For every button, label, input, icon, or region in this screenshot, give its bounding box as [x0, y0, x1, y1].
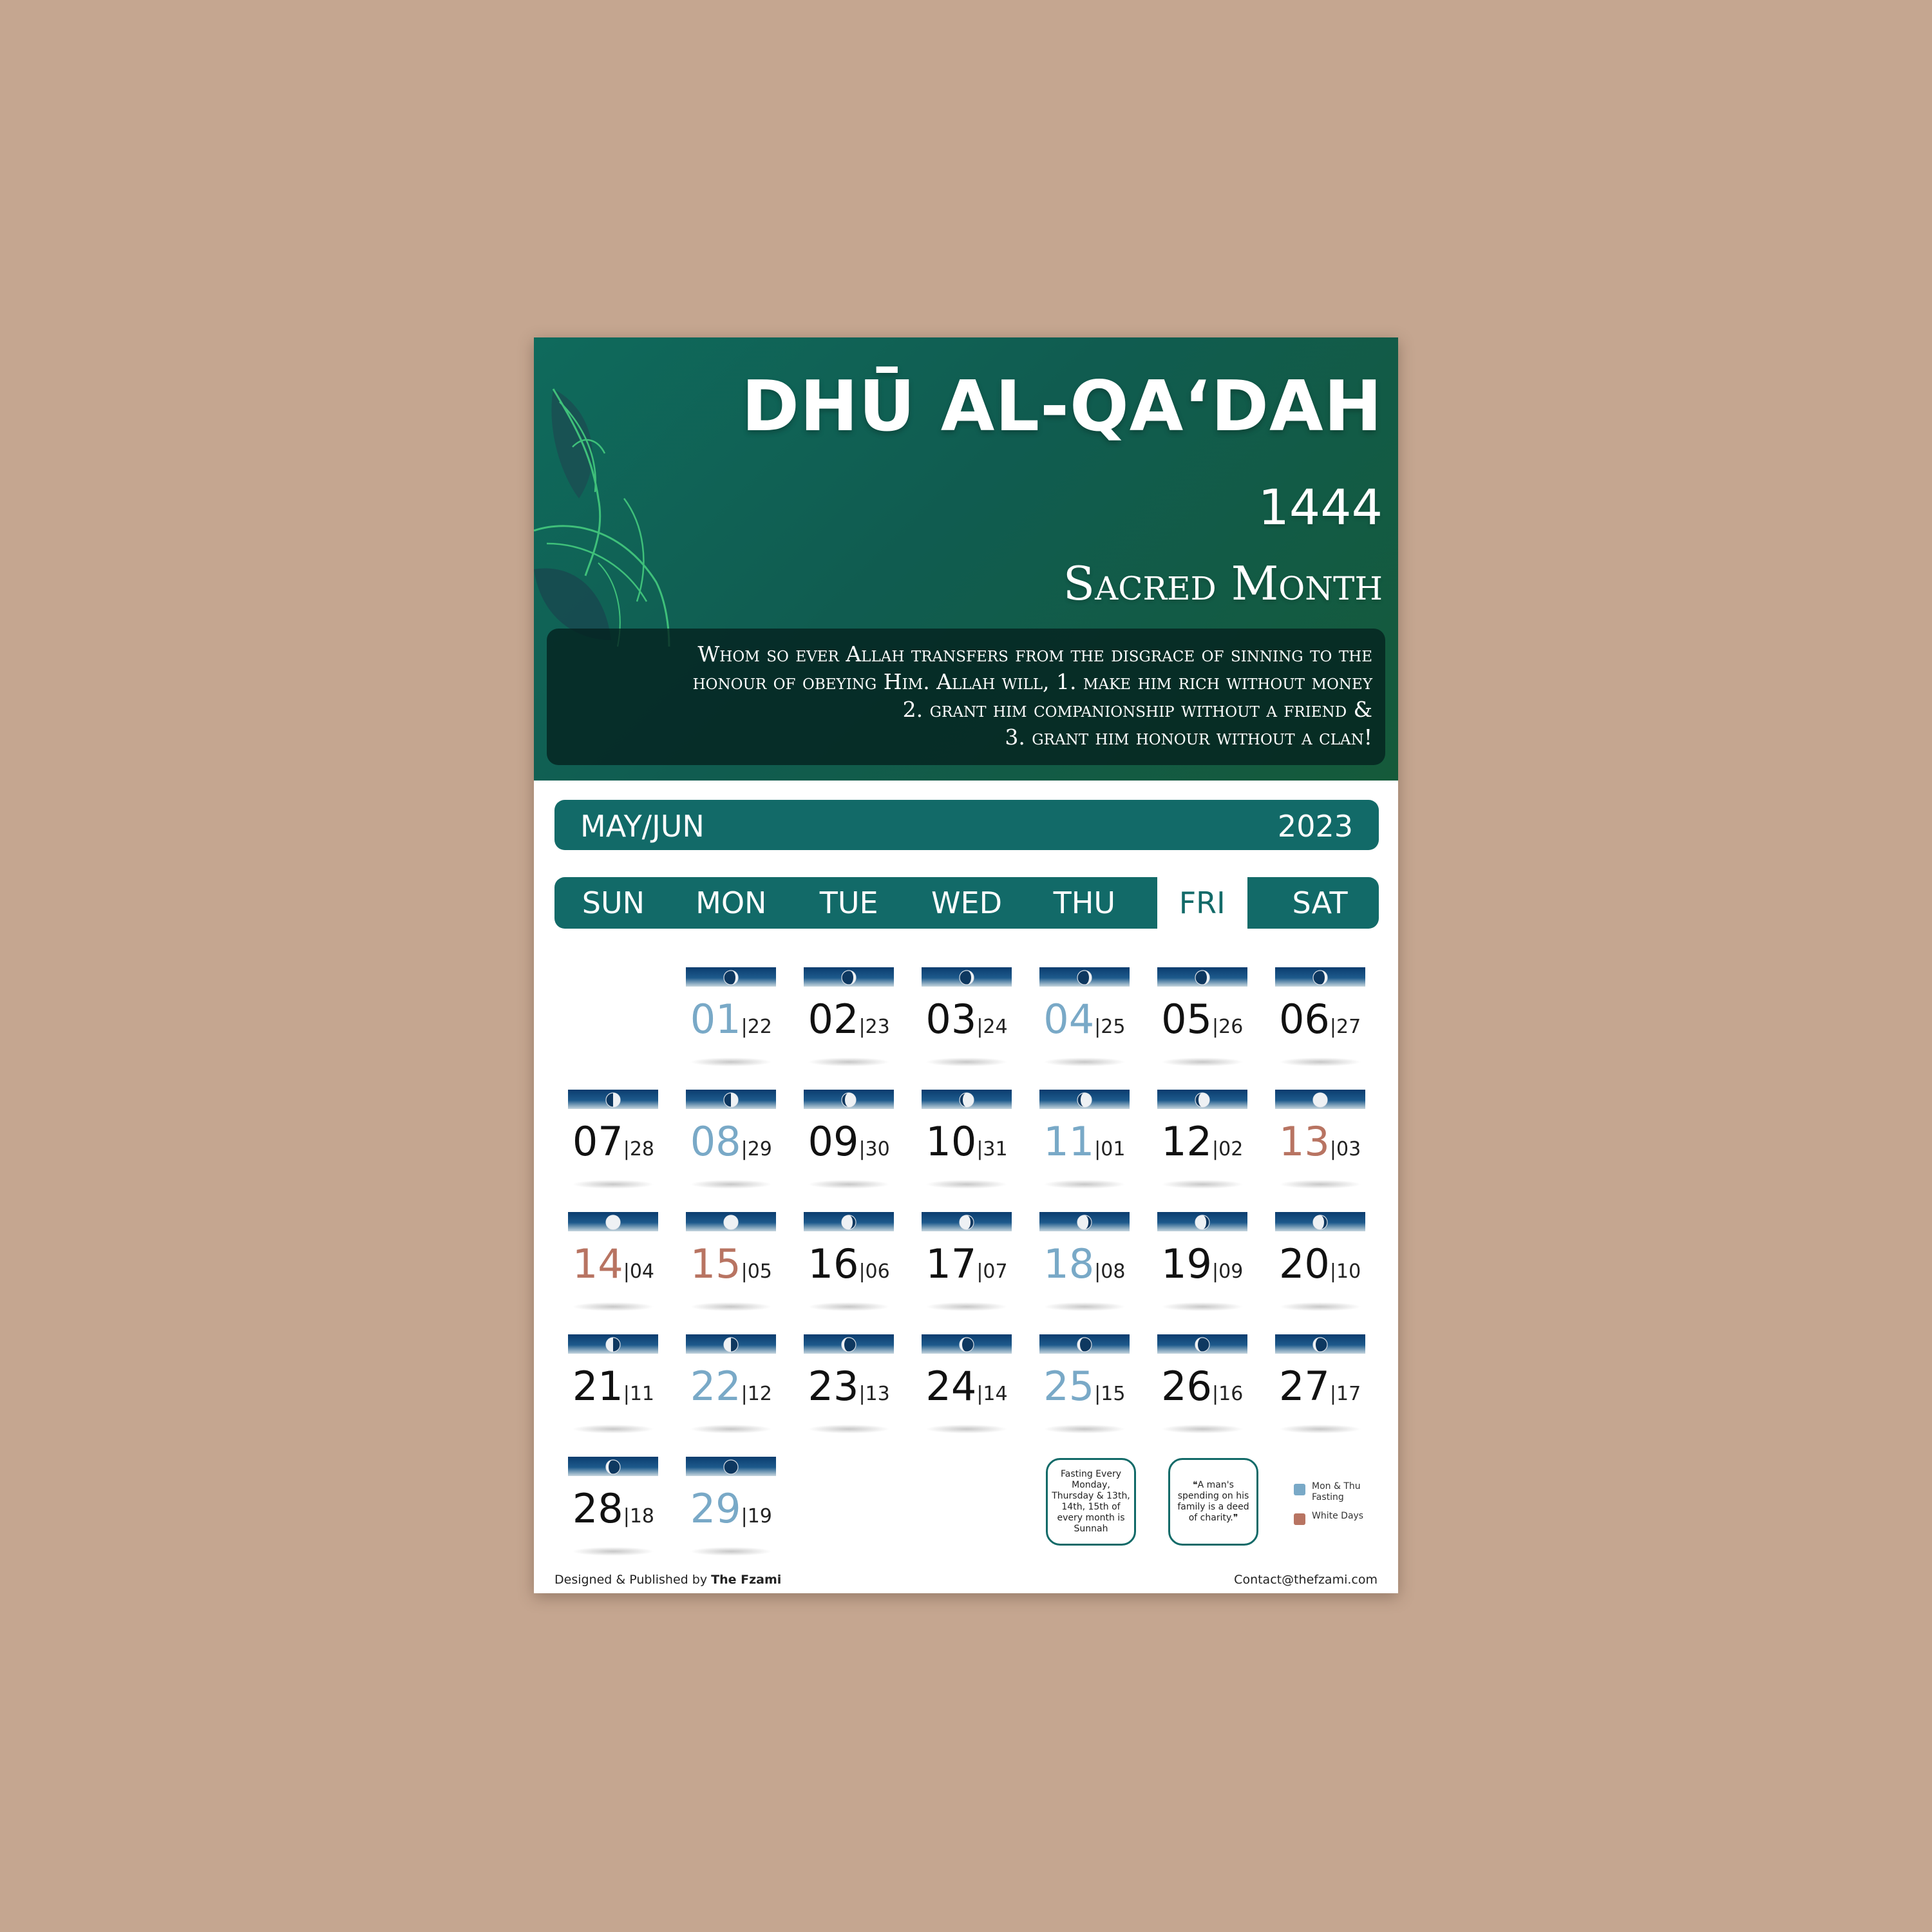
day-number [568, 1486, 658, 1539]
footer-designer: The Fzami [711, 1573, 782, 1587]
moon-full-icon [605, 1214, 621, 1231]
day-number [1275, 1119, 1365, 1172]
day-number [686, 1119, 776, 1172]
day-cell [568, 1090, 658, 1177]
hijri-day: 12 [1161, 1118, 1213, 1165]
day-cell [1275, 1090, 1365, 1177]
hijri-day: 03 [925, 996, 977, 1043]
cell-shadow [808, 1180, 890, 1189]
moon-waning-gibbous-icon [840, 1214, 857, 1231]
hijri-day: 23 [808, 1363, 859, 1410]
day-cell [1039, 967, 1130, 1055]
moon-first-quarter-icon [723, 1092, 739, 1108]
cell-shadow [690, 1547, 772, 1556]
cell-shadow [1043, 1425, 1126, 1434]
gregorian-day: |07 [976, 1260, 1008, 1283]
day-number [568, 1119, 658, 1172]
weekday-mon: MON [696, 886, 767, 920]
cell-shadow [1279, 1302, 1361, 1311]
quote-line: Whom so ever Allah transfers from the disgrace of sinning to the [697, 641, 1372, 667]
day-number [1275, 1364, 1365, 1417]
moon-waxing-crescent-icon [1194, 969, 1211, 986]
day-number [922, 1242, 1012, 1294]
day-cell [1157, 967, 1247, 1055]
moon-full-icon [1312, 1092, 1329, 1108]
gregorian-day: |06 [858, 1260, 890, 1283]
cell-shadow [1043, 1302, 1126, 1311]
cell-shadow [690, 1302, 772, 1311]
gregorian-day: |19 [741, 1505, 772, 1528]
moon-waxing-crescent-icon [1076, 969, 1093, 986]
gregorian-day: |08 [1094, 1260, 1126, 1283]
cell-shadow [690, 1180, 772, 1189]
legend-swatch [1294, 1513, 1305, 1525]
cell-shadow [1043, 1180, 1126, 1189]
cell-shadow [572, 1302, 654, 1311]
moon-waning-crescent-icon [605, 1459, 621, 1475]
hijri-day: 15 [690, 1240, 741, 1287]
hijri-day: 25 [1043, 1363, 1095, 1410]
header-banner [534, 337, 1398, 781]
gregorian-day: |03 [1329, 1138, 1361, 1160]
hijri-year: 1444 [1258, 478, 1383, 536]
moon-waxing-crescent-icon [1312, 969, 1329, 986]
cell-shadow [925, 1425, 1008, 1434]
moon-waning-crescent-icon [840, 1336, 857, 1353]
moon-waning-crescent-icon [1312, 1336, 1329, 1353]
weekday-header [554, 877, 1379, 929]
hijri-day: 09 [808, 1118, 859, 1165]
moon-waxing-crescent-icon [723, 969, 739, 986]
day-cell [686, 1334, 776, 1422]
legend-swatch [1294, 1484, 1305, 1495]
day-number [922, 1119, 1012, 1172]
day-cell [568, 1457, 658, 1544]
footer-contact: Contact@thefzami.com [1234, 1573, 1378, 1587]
cell-shadow [1279, 1180, 1361, 1189]
hijri-day: 21 [572, 1363, 623, 1410]
hijri-day: 17 [925, 1240, 977, 1287]
day-cell [1157, 1090, 1247, 1177]
quote-line: honour of obeying Him. Allah will, 1. make him rich without money [692, 669, 1372, 694]
quote-line: 2. grant him companionship without a friend & [902, 697, 1372, 722]
hijri-day: 27 [1278, 1363, 1330, 1410]
day-number [922, 1364, 1012, 1417]
cell-shadow [925, 1057, 1008, 1066]
gregorian-day: |17 [1329, 1383, 1361, 1405]
sunnah-fasting-note [1046, 1458, 1136, 1546]
hijri-day: 20 [1278, 1240, 1330, 1287]
gregorian-day: |23 [858, 1016, 890, 1038]
moon-full-icon [723, 1214, 739, 1231]
day-number [1039, 1242, 1130, 1294]
cell-shadow [808, 1302, 890, 1311]
day-number [686, 1486, 776, 1539]
gregorian-day: |12 [741, 1383, 772, 1405]
moon-waxing-crescent-icon [840, 969, 857, 986]
gregorian-day: |04 [623, 1260, 655, 1283]
footer-designed-prefix: Designed & Published by [554, 1573, 708, 1587]
hijri-day: 22 [690, 1363, 741, 1410]
gregorian-day: |11 [623, 1383, 655, 1405]
moon-last-quarter-icon [723, 1336, 739, 1353]
cell-shadow [808, 1425, 890, 1434]
subtitle: Sacred Month [1063, 556, 1383, 611]
moon-new-icon [723, 1459, 739, 1475]
moon-waxing-crescent-icon [958, 969, 975, 986]
gregorian-day: |30 [858, 1138, 890, 1160]
sunnah-fasting-text: Fasting Every Monday, Thursday & 13th, 14th, 15th of every month is Sunnah [1052, 1469, 1130, 1534]
day-cell [1275, 967, 1365, 1055]
weekday-sat: SAT [1292, 886, 1348, 920]
weekday-tue: TUE [819, 886, 878, 920]
quote-line: 3. grant him honour without a clan! [1005, 724, 1372, 750]
day-cell [922, 967, 1012, 1055]
weekday-fri: FRI [1157, 877, 1247, 929]
moon-waning-gibbous-icon [1312, 1214, 1329, 1231]
day-number [1157, 1119, 1247, 1172]
day-number [686, 997, 776, 1050]
hijri-day: 11 [1043, 1118, 1095, 1165]
day-cell [1039, 1334, 1130, 1422]
hijri-day: 04 [1043, 996, 1095, 1043]
day-cell [686, 1457, 776, 1544]
hadith-text: ❝A man's spending on his family is a deed of charity.❞ [1177, 1480, 1249, 1523]
day-cell [804, 1090, 894, 1177]
gregorian-day: |26 [1212, 1016, 1244, 1038]
gregorian-day: |28 [623, 1138, 655, 1160]
gregorian-day: |05 [741, 1260, 772, 1283]
hijri-day: 10 [925, 1118, 977, 1165]
footer-credit [554, 1573, 781, 1587]
hijri-day: 29 [690, 1485, 741, 1532]
day-number [1039, 1119, 1130, 1172]
calendar-poster [534, 337, 1398, 1593]
day-cell [568, 1334, 658, 1422]
moon-waxing-gibbous-icon [840, 1092, 857, 1108]
day-cell [568, 1212, 658, 1300]
hijri-day: 08 [690, 1118, 741, 1165]
leaf-decoration [534, 370, 688, 666]
gregorian-day: |29 [741, 1138, 772, 1160]
gregorian-months: MAY/JUN [580, 809, 705, 844]
day-cell [1157, 1212, 1247, 1300]
gregorian-day: |27 [1329, 1016, 1361, 1038]
weekday-wed: WED [931, 886, 1002, 920]
gregorian-year: 2023 [1277, 809, 1353, 844]
hijri-day: 16 [808, 1240, 859, 1287]
moon-waning-crescent-icon [1194, 1336, 1211, 1353]
gregorian-day: |09 [1212, 1260, 1244, 1283]
day-number [1039, 1364, 1130, 1417]
day-cell [922, 1212, 1012, 1300]
weekday-thu: THU [1053, 886, 1116, 920]
day-number [804, 1119, 894, 1172]
cell-shadow [1161, 1057, 1244, 1066]
month-title: DHŪ AL-QAʻDAH [741, 366, 1383, 447]
gregorian-month-bar [554, 800, 1379, 850]
hijri-day: 14 [572, 1240, 623, 1287]
cell-shadow [1279, 1057, 1361, 1066]
gregorian-day: |15 [1094, 1383, 1126, 1405]
moon-waxing-gibbous-icon [958, 1092, 975, 1108]
day-number [804, 997, 894, 1050]
gregorian-day: |16 [1212, 1383, 1244, 1405]
day-number [686, 1242, 776, 1294]
hijri-day: 24 [925, 1363, 977, 1410]
cell-shadow [1043, 1057, 1126, 1066]
day-number [922, 997, 1012, 1050]
cell-shadow [925, 1302, 1008, 1311]
day-number [568, 1242, 658, 1294]
gregorian-day: |10 [1329, 1260, 1361, 1283]
gregorian-day: |02 [1212, 1138, 1244, 1160]
cell-shadow [808, 1057, 890, 1066]
day-number [568, 1364, 658, 1417]
moon-waning-gibbous-icon [1076, 1214, 1093, 1231]
hijri-day: 01 [690, 996, 741, 1043]
cell-shadow [572, 1547, 654, 1556]
day-cell [686, 967, 776, 1055]
day-number [1275, 1242, 1365, 1294]
cell-shadow [1279, 1425, 1361, 1434]
day-cell [922, 1334, 1012, 1422]
day-cell [1039, 1212, 1130, 1300]
moon-waning-crescent-icon [958, 1336, 975, 1353]
day-number [804, 1364, 894, 1417]
hadith-note [1168, 1458, 1258, 1546]
hijri-day: 07 [572, 1118, 623, 1165]
day-cell [1275, 1212, 1365, 1300]
gregorian-day: |01 [1094, 1138, 1126, 1160]
gregorian-day: |13 [858, 1383, 890, 1405]
day-number [686, 1364, 776, 1417]
cell-shadow [572, 1425, 654, 1434]
legend-label: Mon & Thu Fasting [1312, 1481, 1361, 1502]
day-number [1275, 997, 1365, 1050]
day-number [804, 1242, 894, 1294]
gregorian-day: |22 [741, 1016, 772, 1038]
moon-waning-gibbous-icon [958, 1214, 975, 1231]
day-cell [686, 1212, 776, 1300]
quote-box [547, 629, 1385, 765]
hijri-day: 18 [1043, 1240, 1095, 1287]
hijri-day: 02 [808, 996, 859, 1043]
day-number [1157, 1364, 1247, 1417]
moon-waxing-gibbous-icon [1076, 1092, 1093, 1108]
legend-label: White Days [1312, 1511, 1364, 1521]
hijri-day: 06 [1278, 996, 1330, 1043]
hijri-day: 19 [1161, 1240, 1213, 1287]
day-cell [1039, 1090, 1130, 1177]
day-cell [922, 1090, 1012, 1177]
hijri-day: 13 [1278, 1118, 1330, 1165]
day-cell [804, 1334, 894, 1422]
cell-shadow [572, 1180, 654, 1189]
gregorian-day: |31 [976, 1138, 1008, 1160]
gregorian-day: |14 [976, 1383, 1008, 1405]
cell-shadow [690, 1425, 772, 1434]
day-number [1157, 997, 1247, 1050]
day-cell [1157, 1334, 1247, 1422]
hijri-day: 26 [1161, 1363, 1213, 1410]
moon-waning-gibbous-icon [1194, 1214, 1211, 1231]
hijri-day: 28 [572, 1485, 623, 1532]
hijri-day: 05 [1161, 996, 1213, 1043]
day-number [1157, 1242, 1247, 1294]
moon-waxing-gibbous-icon [1194, 1092, 1211, 1108]
day-number [1039, 997, 1130, 1050]
moon-first-quarter-icon [605, 1092, 621, 1108]
day-cell [804, 1212, 894, 1300]
cell-shadow [925, 1180, 1008, 1189]
gregorian-day: |24 [976, 1016, 1008, 1038]
cell-shadow [1161, 1302, 1244, 1311]
cell-shadow [1161, 1425, 1244, 1434]
day-cell [804, 967, 894, 1055]
moon-last-quarter-icon [605, 1336, 621, 1353]
moon-waning-crescent-icon [1076, 1336, 1093, 1353]
gregorian-day: |18 [623, 1505, 655, 1528]
day-cell [1275, 1334, 1365, 1422]
weekday-sun: SUN [582, 886, 645, 920]
day-cell [686, 1090, 776, 1177]
cell-shadow [1161, 1180, 1244, 1189]
gregorian-day: |25 [1094, 1016, 1126, 1038]
cell-shadow [690, 1057, 772, 1066]
